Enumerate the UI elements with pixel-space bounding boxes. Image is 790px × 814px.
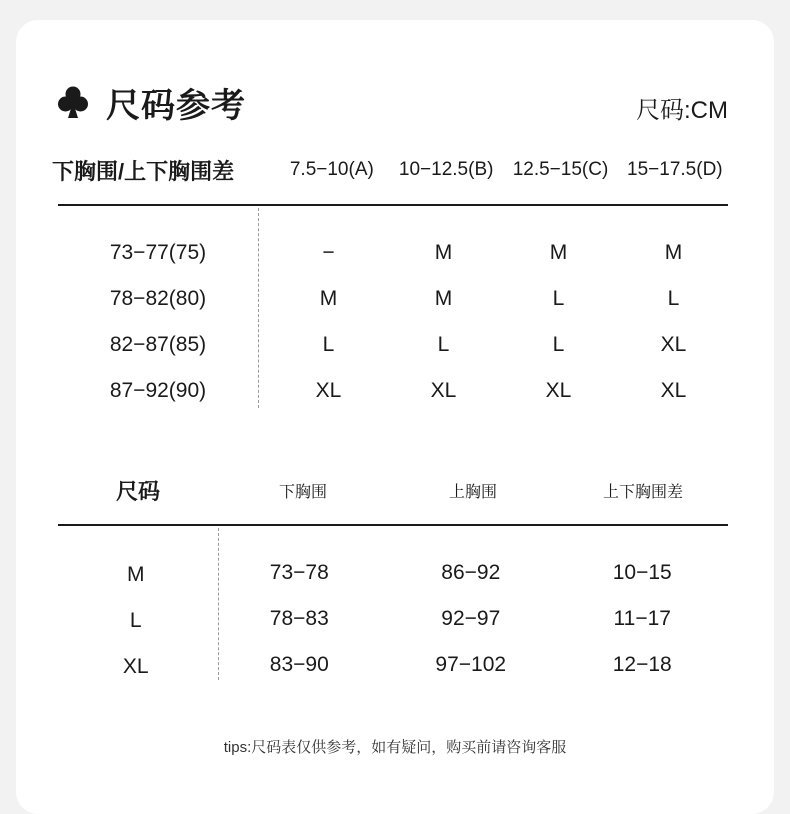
table-cell: M <box>664 241 683 264</box>
table2-body <box>58 550 728 688</box>
table-cell: M <box>434 287 453 310</box>
table1-corner-header: 下胸围/上下胸围差 <box>52 158 235 184</box>
table-cell: 83−90 <box>269 653 329 676</box>
table-cell: L <box>667 287 680 310</box>
table1-col-header: 7.5−10(A) <box>289 159 374 180</box>
table-cell: L <box>552 333 565 356</box>
club-icon <box>58 85 88 119</box>
table-row <box>58 322 734 368</box>
row-header: 78−82(80) <box>109 287 207 310</box>
table-cell: 97−102 <box>435 653 507 676</box>
table-cell: 86−92 <box>441 561 501 584</box>
table2-size-header: 尺码 <box>115 478 160 504</box>
table-row <box>58 642 728 688</box>
table-cell: 78−83 <box>269 607 329 630</box>
tips-note: tips:尺码表仅供参考，如有疑问，购买前请咨询客服 <box>223 739 567 756</box>
table-cell: XL <box>315 379 342 402</box>
table-cell: M <box>549 241 568 264</box>
table-row <box>58 596 728 642</box>
table-cell: 92−97 <box>441 607 501 630</box>
table-cell: − <box>322 241 335 264</box>
table-cell: 12−18 <box>612 653 672 676</box>
table-cell: L <box>322 333 335 356</box>
table2-divider <box>58 524 728 526</box>
table-cell: XL <box>545 379 572 402</box>
table-cell: 10−15 <box>612 561 672 584</box>
page-title: 尺码参考 <box>106 86 246 125</box>
table-row <box>58 276 734 322</box>
row-header: 73−77(75) <box>109 241 207 264</box>
unit-label: 尺码:CM <box>636 97 728 124</box>
table-cell: 11−17 <box>613 607 671 630</box>
row-header: 87−92(90) <box>109 379 207 402</box>
table-row <box>58 368 734 414</box>
table-cell: M <box>319 287 338 310</box>
table-row <box>58 230 734 276</box>
table1-col-header: 12.5−15(C) <box>512 159 609 180</box>
table2-col-header: 上下胸围差 <box>602 483 683 501</box>
size-cell: XL <box>122 655 149 678</box>
row-header: 82−87(85) <box>109 333 207 356</box>
table1-body <box>58 230 734 414</box>
table-row <box>58 550 728 596</box>
table-cell: M <box>434 241 453 264</box>
table2-col-header: 上胸围 <box>448 483 497 501</box>
table1-col-header: 15−17.5(D) <box>627 159 723 180</box>
table1-header <box>52 150 732 190</box>
title-row <box>58 80 246 124</box>
table-cell: L <box>552 287 565 310</box>
table1-col-header: 10−12.5(B) <box>398 159 494 180</box>
table-cell: XL <box>660 333 687 356</box>
size-chart-card <box>16 20 774 814</box>
size-cell: L <box>129 609 142 632</box>
table2-col-header: 下胸围 <box>278 483 327 501</box>
size-cell: M <box>127 563 145 586</box>
table-cell: XL <box>660 379 687 402</box>
table-cell: XL <box>430 379 457 402</box>
table-cell: 73−78 <box>269 561 329 584</box>
table-cell: L <box>437 333 450 356</box>
table1-divider <box>58 204 728 206</box>
table2-header <box>58 470 728 510</box>
